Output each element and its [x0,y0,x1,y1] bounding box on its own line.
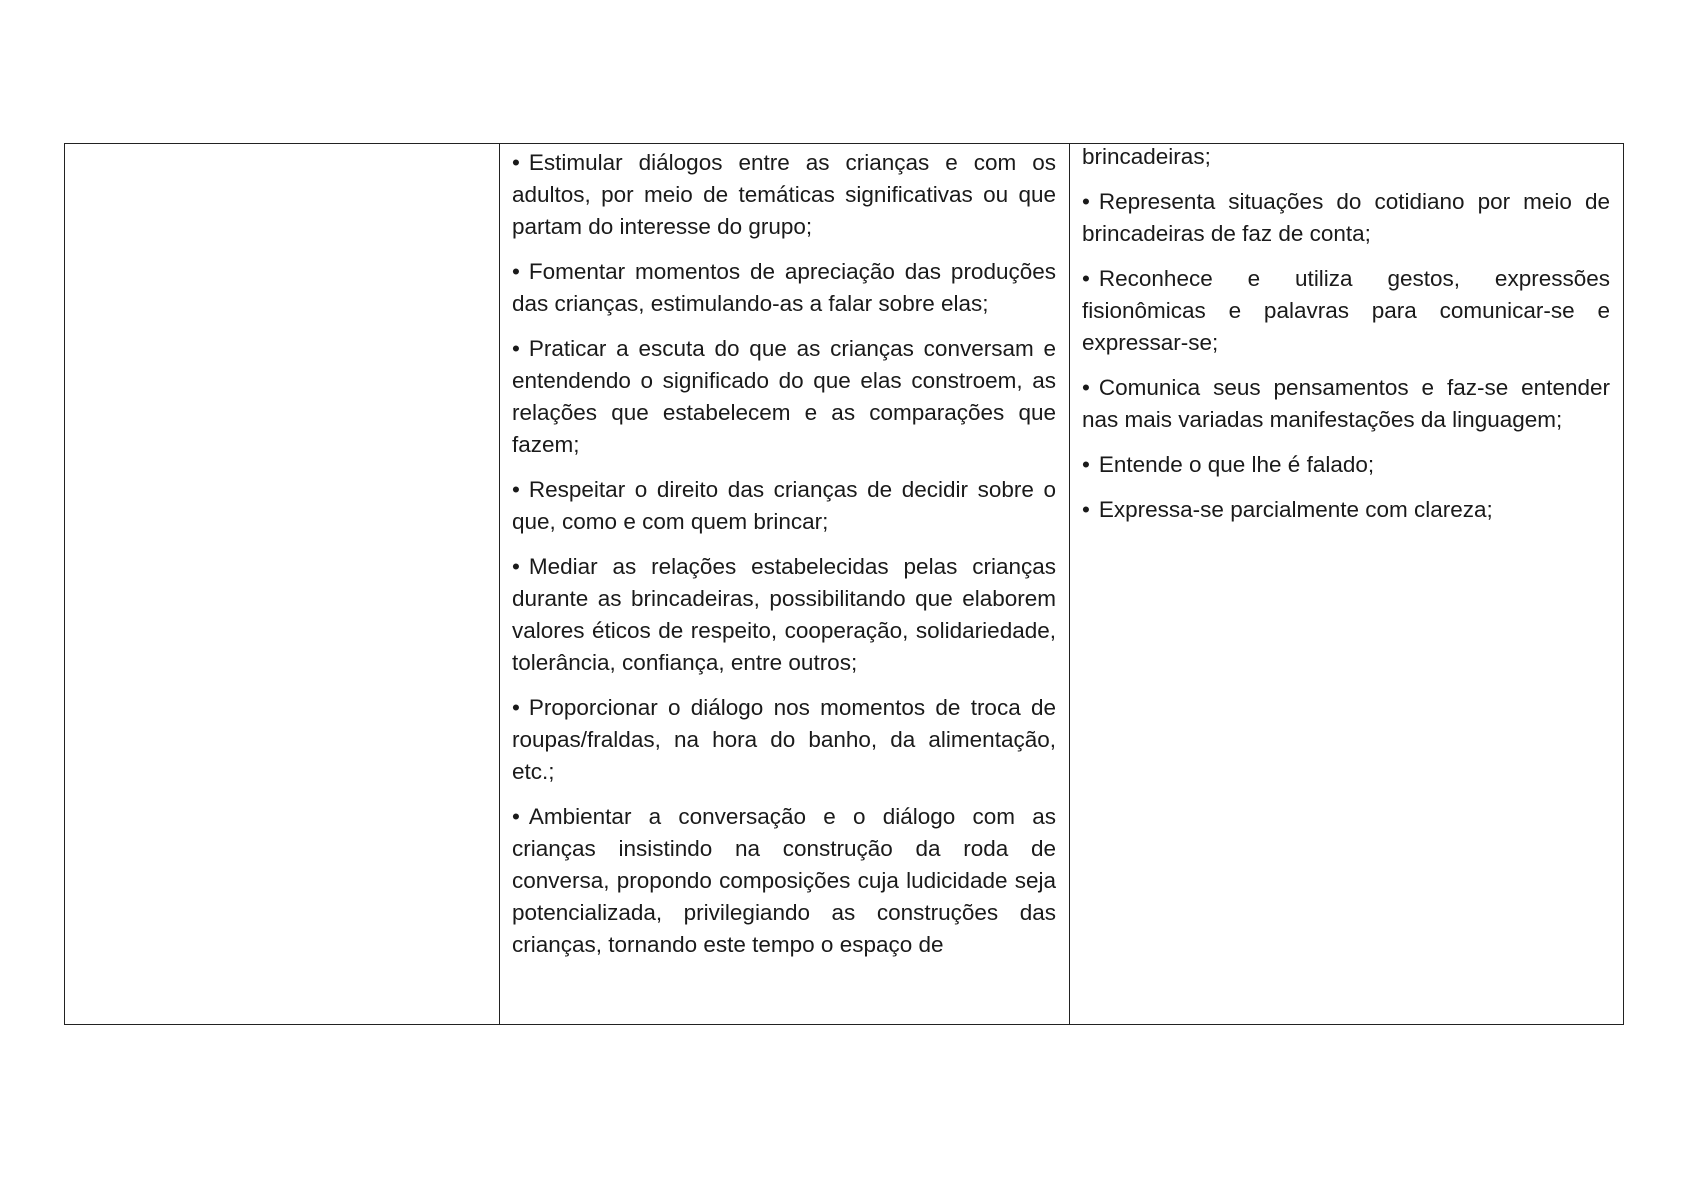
bullet-icon: • [1082,266,1090,291]
table-column-strategies [500,144,1070,1024]
list-item [512,256,1056,320]
bullet-icon: • [512,804,520,829]
list-item-text: Praticar a escuta do que as crianças conversam e entendendo o significado do que elas constroem, as relações que estabelecem e as comparações que fazem; [512,336,1056,457]
list-item [512,551,1056,679]
bullet-icon: • [1082,497,1090,522]
list-item-text: Comunica seus pensamentos e faz-se entender nas mais variadas manifestações da linguagem; [1082,375,1610,432]
list-item-text: Proporcionar o diálogo nos momentos de troca de roupas/fraldas, na hora do banho, da alimentação, etc.; [512,695,1056,784]
bullet-icon: • [512,554,520,579]
bullet-icon: • [1082,375,1090,400]
bullet-icon: • [512,259,520,284]
list-item [512,692,1056,788]
list-item-text: Fomentar momentos de apreciação das produções das crianças, estimulando-as a falar sobre elas; [512,259,1056,316]
outcomes-list [1082,144,1610,526]
content-table [64,143,1624,1025]
list-item [1082,372,1610,436]
bullet-icon: • [1082,189,1090,214]
list-item-text: Entende o que lhe é falado; [1098,452,1375,477]
list-item [1082,186,1610,250]
list-item [1082,449,1610,481]
table-column-empty [65,144,500,1024]
bullet-icon: • [512,477,520,502]
list-item-text: Reconhece e utiliza gestos, expressões fisionômicas e palavras para comunicar-se e expressar-se; [1082,266,1610,355]
list-item-text: Estimular diálogos entre as crianças e com os adultos, por meio de temáticas significativas ou que partam do interesse do grupo; [512,150,1056,239]
strategies-list [512,147,1056,961]
bullet-icon: • [1082,452,1090,477]
list-item [1082,263,1610,359]
list-item-text: Expressa-se parcialmente com clareza; [1098,497,1493,522]
list-item [512,474,1056,538]
list-item [1082,494,1610,526]
bullet-icon: • [512,150,520,175]
continuation-text: brincadeiras; [1082,144,1211,169]
list-item-text: Mediar as relações estabelecidas pelas crianças durante as brincadeiras, possibilitando que elaborem valores éticos de respeito, cooperação, solidariedade, tolerância, confiança, entre outros; [512,554,1056,675]
list-item-text: Ambientar a conversação e o diálogo com as crianças insistindo na construção da roda de conversa, propondo composições cuja ludicidade seja potencializada, privilegiando as construções das crianças, tornando este tempo o espaço de [512,804,1056,957]
list-item [512,801,1056,961]
bullet-icon: • [512,695,520,720]
table-column-outcomes [1070,144,1623,1024]
bullet-icon: • [512,336,520,361]
list-item-text: Representa situações do cotidiano por meio de brincadeiras de faz de conta; [1082,189,1610,246]
list-item-text: Respeitar o direito das crianças de decidir sobre o que, como e com quem brincar; [512,477,1056,534]
list-item [512,333,1056,461]
list-item [512,147,1056,243]
